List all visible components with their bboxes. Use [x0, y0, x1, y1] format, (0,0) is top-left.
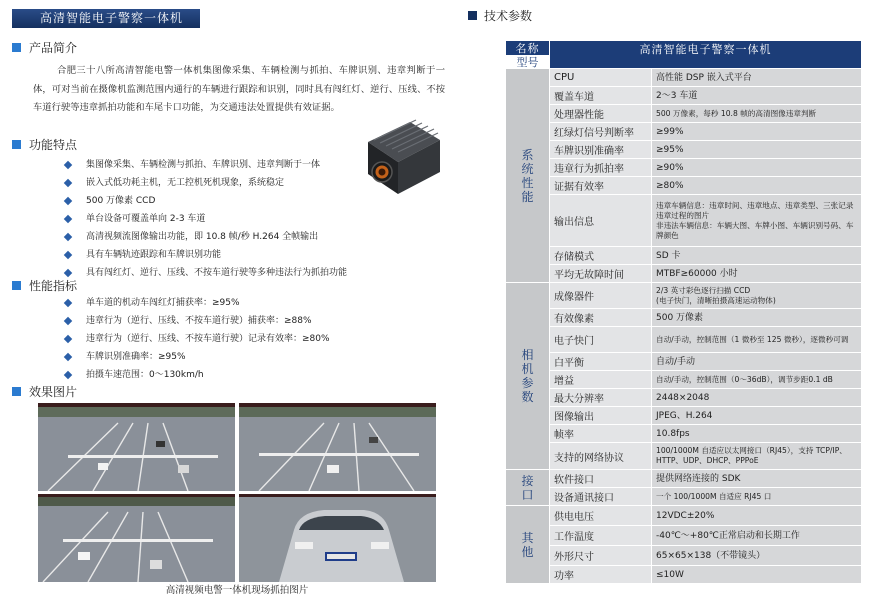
product-title-bar: 高清智能电子警察一体机: [12, 9, 200, 28]
spec-header-row: [506, 41, 862, 56]
spec-name: 覆盖车道: [550, 87, 652, 105]
spec-row: [506, 407, 862, 425]
capture-photo: [38, 494, 235, 582]
square-bullet-icon: [12, 387, 21, 396]
spec-category: 相机参数: [506, 283, 550, 470]
spec-name: 供电电压: [550, 506, 652, 526]
capture-gallery: [38, 403, 436, 581]
spec-value: 100/1000M 自适应以太网接口（RJ45），支持 TCP/IP、HTTP、UDP、DHCP、PPPoE: [652, 443, 862, 470]
diamond-bullet-icon: [64, 179, 72, 187]
spec-row: [506, 177, 862, 195]
list-item: 单台设备可覆盖单向 2-3 车道: [62, 210, 347, 228]
spec-row: [506, 327, 862, 353]
spec-value: 自动/手动，控制范围（1 微秒至 125 微秒），逐微秒可调: [652, 327, 862, 353]
spec-name: 白平衡: [550, 353, 652, 371]
spec-name: 帧率: [550, 425, 652, 443]
spec-heading: [468, 8, 532, 24]
spec-value: 2448×2048: [652, 389, 862, 407]
spec-row: [506, 141, 862, 159]
spec-row: [506, 488, 862, 506]
square-bullet-icon: [12, 43, 21, 52]
list-item: 高清视频流图像输出功能，即 10.8 帧/秒 H.264 全帧输出: [62, 228, 347, 246]
spec-row: [506, 389, 862, 407]
diamond-bullet-icon: [64, 353, 72, 361]
intro-heading-label: 产品简介: [29, 41, 78, 55]
spec-row: [506, 69, 862, 87]
spec-value: 10.8fps: [652, 425, 862, 443]
diamond-bullet-icon: [64, 371, 72, 379]
spec-value: ≥90%: [652, 159, 862, 177]
spec-value: 自动/手动: [652, 353, 862, 371]
spec-name: 平均无故障时间: [550, 265, 652, 283]
spec-row: [506, 353, 862, 371]
diamond-bullet-icon: [64, 269, 72, 277]
spec-row: [506, 425, 862, 443]
metrics-list: [62, 294, 330, 384]
square-bullet-icon: [468, 11, 477, 20]
spec-row: [506, 87, 862, 105]
capture-photo: [38, 403, 235, 491]
spec-name: 输出信息: [550, 195, 652, 247]
gallery-caption: 高清视频电警一体机现场抓拍图片: [165, 585, 309, 596]
spec-name: 工作温度: [550, 526, 652, 546]
camera-product-image: [360, 116, 442, 196]
spec-row: [506, 265, 862, 283]
spec-category: 系统性能: [506, 69, 550, 283]
metrics-heading-label: 性能指标: [29, 279, 78, 293]
spec-row: [506, 566, 862, 584]
spec-value: 高性能 DSP 嵌入式平台: [652, 69, 862, 87]
spec-header-model: 型号: [506, 56, 550, 69]
list-item: 具有闯红灯、逆行、压线、不按车道行驶等多种违法行为抓拍功能: [62, 264, 347, 282]
spec-name: 软件接口: [550, 470, 652, 488]
spec-value: 2/3 英寸彩色逐行扫描 CCD (电子快门，清晰拍摄高速运动物体): [652, 283, 862, 309]
spec-category: 接口: [506, 470, 550, 506]
diamond-bullet-icon: [64, 215, 72, 223]
spec-heading-label: 技术参数: [484, 9, 533, 23]
spec-name: 图像输出: [550, 407, 652, 425]
spec-value: 2～3 车道: [652, 87, 862, 105]
spec-name: 有效像素: [550, 309, 652, 327]
spec-row: [506, 309, 862, 327]
spec-row: [506, 470, 862, 488]
diamond-bullet-icon: [64, 197, 72, 205]
spec-name: 外形尺寸: [550, 546, 652, 566]
diamond-bullet-icon: [64, 233, 72, 241]
square-bullet-icon: [12, 281, 21, 290]
list-item: 违章行为（逆行、压线、不按车道行驶）记录有效率：≥80%: [62, 330, 330, 348]
spec-row: [506, 105, 862, 123]
gallery-heading-label: 效果图片: [29, 385, 78, 399]
spec-name: 成像器件: [550, 283, 652, 309]
intro-paragraph: 合肥三十八所高清智能电警一体机集图像采集、车辆检测与抓拍、车牌识别、违章判断于一体，可对当前在摄像机监测范围内通行的车辆进行跟踪和识别，同时具有闯红灯、逆行、压线、不按车道行驶等违章抓拍功能和车尾卡口功能，为交通违法处置提供有效证据。: [33, 65, 445, 114]
list-item: 单车道的机动车闯红灯捕获率：≥95%: [62, 294, 330, 312]
spec-name: 存储模式: [550, 247, 652, 265]
diamond-bullet-icon: [64, 299, 72, 307]
list-item: 500 万像素 CCD: [62, 192, 347, 210]
diamond-bullet-icon: [64, 317, 72, 325]
list-item: 车牌识别准确率：≥95%: [62, 348, 330, 366]
spec-header-name: 名称: [506, 41, 550, 56]
spec-header-value: 高清智能电子警察一体机: [550, 41, 862, 69]
square-bullet-icon: [12, 140, 21, 149]
spec-name: 设备通讯接口: [550, 488, 652, 506]
spec-row: [506, 159, 862, 177]
spec-name: 红绿灯信号判断率: [550, 123, 652, 141]
list-item: 违章行为（逆行、压线、不按车道行驶）捕获率：≥88%: [62, 312, 330, 330]
metrics-heading: [12, 278, 77, 294]
intro-heading: [12, 40, 77, 56]
spec-row: [506, 195, 862, 247]
spec-name: 功率: [550, 566, 652, 584]
capture-photo: [239, 403, 436, 491]
spec-name: 违章行为抓拍率: [550, 159, 652, 177]
list-item: 嵌入式低功耗主机，无工控机死机现象，系统稳定: [62, 174, 347, 192]
spec-value: SD 卡: [652, 247, 862, 265]
spec-table: [505, 40, 862, 584]
list-item: 具有车辆轨迹跟踪和车牌识别功能: [62, 246, 347, 264]
spec-name: 增益: [550, 371, 652, 389]
spec-value: 一个 100/1000M 自适应 RJ45 口: [652, 488, 862, 506]
spec-value: 500 万像素，每秒 10.8 帧的高清图像违章判断: [652, 105, 862, 123]
spec-row: [506, 443, 862, 470]
spec-name: 处理器性能: [550, 105, 652, 123]
spec-value: MTBF≥60000 小时: [652, 265, 862, 283]
spec-row: [506, 546, 862, 566]
spec-name: CPU: [550, 69, 652, 87]
spec-value: -40℃～+80℃正常启动和长期工作: [652, 526, 862, 546]
spec-name: 证据有效率: [550, 177, 652, 195]
diamond-bullet-icon: [64, 335, 72, 343]
spec-value: 12VDC±20%: [652, 506, 862, 526]
spec-name: 电子快门: [550, 327, 652, 353]
diamond-bullet-icon: [64, 161, 72, 169]
spec-value: ≥95%: [652, 141, 862, 159]
spec-row: [506, 123, 862, 141]
spec-value: ≥80%: [652, 177, 862, 195]
gallery-heading: [12, 384, 77, 400]
spec-name: 支持的网络协议: [550, 443, 652, 470]
spec-name: 最大分辨率: [550, 389, 652, 407]
features-heading-label: 功能特点: [29, 138, 78, 152]
spec-value: 提供网络连接的 SDK: [652, 470, 862, 488]
spec-row: [506, 247, 862, 265]
capture-photo: [239, 494, 436, 582]
list-item: 集图像采集、车辆检测与抓拍、车牌识别、违章判断于一体: [62, 156, 347, 174]
spec-value: JPEG、H.264: [652, 407, 862, 425]
spec-row: [506, 506, 862, 526]
spec-value: ≥99%: [652, 123, 862, 141]
spec-value: 65×65×138（不带镜头）: [652, 546, 862, 566]
list-item: 拍摄车速范围：0～130km/h: [62, 366, 330, 384]
spec-row: [506, 283, 862, 309]
spec-category: 其他: [506, 506, 550, 584]
features-list: [62, 156, 347, 282]
spec-name: 车牌识别准确率: [550, 141, 652, 159]
spec-value: 违章车辆信息：违章时间、违章地点、违章类型、三张记录违章过程的图片 非违法车辆信息：车辆大图、车牌小图、车辆识别号码、车牌颜色: [652, 195, 862, 247]
features-heading: [12, 137, 77, 153]
spec-row: [506, 371, 862, 389]
spec-value: 自动/手动，控制范围（0～36dB），调节步距0.1 dB: [652, 371, 862, 389]
spec-value: ≤10W: [652, 566, 862, 584]
spec-value: 500 万像素: [652, 309, 862, 327]
spec-row: [506, 526, 862, 546]
diamond-bullet-icon: [64, 251, 72, 259]
